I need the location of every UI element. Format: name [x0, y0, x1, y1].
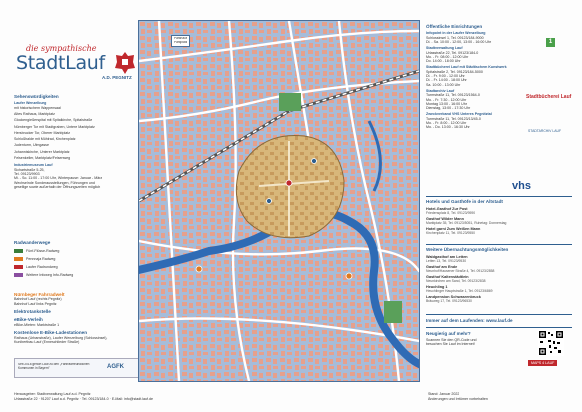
bike-line: Bahnhof Lauf links Pegnitz [14, 301, 57, 306]
charging-line: Rathaus (Urbanstraße), Laufer Wenzelburg (Schlossinsel), [14, 335, 108, 340]
lodging-address: Neunhof/Hausener Straße 4, Tel. 09123/2858 [426, 269, 495, 274]
sight-item: Schloßhalde mit Mühlrad, Kirchenplatz [14, 137, 76, 142]
agfk-logo: AGFK [107, 364, 124, 370]
facility-name: Infopoint in der Laufer Wenzelburg [426, 31, 486, 36]
hotel-address: Marktplatz 35, Tel. 09123/5051, Ruhetag: Donnerstag [426, 221, 507, 226]
sight-item: Felsenkeller, Marktplatz/Felsenweg [14, 156, 71, 161]
facility-line: Schlossinsel 1, Tel. 09123/184-9000 [426, 35, 484, 40]
sight-item: Johanniskirche, Unterer Marktplatz [14, 149, 70, 154]
facility-line: Mo. - Fr. 08:00 - 12:00 Uhr [426, 54, 469, 59]
hotels-title: Hotels und Gasthöfe in der Altstadt [426, 199, 503, 204]
bike-title: Nürnbeger Fahrradwelt [14, 292, 65, 297]
lodging-name: Gasthof am Ende [426, 265, 458, 269]
hotel-item [426, 217, 506, 225]
logo-tagline: die sympathische [26, 44, 97, 53]
lodging-name: Landpension Schwarzenbruck [426, 295, 481, 299]
qr-line: besuchen Sie Lauf im Internet! [426, 342, 475, 346]
logo-name: StadtLauf [16, 52, 105, 74]
charging-stations-title: Kostenlose E-Bike-Ladestationen [14, 330, 88, 336]
vhs-logo: vhs [512, 180, 531, 192]
park-area [384, 301, 402, 323]
hotel-name: Hotel-Gasthof Zur Post [426, 207, 468, 211]
route-label: Fünf-Flüsse-Radweg [26, 249, 60, 253]
facility-line: Montag 13:00 - 16:00 Uhr [426, 101, 467, 106]
sight-item: Nürnberger Tor mit Stadtgraben, Untere Marktplatz [14, 124, 95, 129]
qr-code-icon[interactable] [538, 330, 564, 356]
sight-item: Altes Rathaus, Marktplatz [14, 112, 55, 116]
museum-line: gesellige sowie außerhalb der Öffnungszeiten möglich [14, 184, 101, 189]
map-area[interactable] [138, 20, 420, 382]
lodging-item [426, 265, 494, 273]
marker-icon [267, 199, 272, 204]
lodging-item [426, 295, 481, 303]
park-area [279, 93, 301, 111]
qr-line: Scannen Sie den QR-Code und [426, 338, 477, 342]
marker-icon [346, 273, 352, 279]
facility-line: Turmstraße 11, Tel. 09123/13/45-0 [426, 116, 481, 121]
lodging-address: Neunkirchen am Sand, Tel. 09123/2838 [426, 279, 486, 284]
bike-line: Bahnhof Lauf (rechts Pegnitz) [14, 297, 62, 302]
ebike-title: eBike-Verleih [14, 317, 43, 323]
sights-title: Sehenswürdigkeiten [14, 94, 59, 99]
footer-note: Änderungen und Irrtümer vorbehalten [428, 397, 488, 401]
route-swatch [14, 273, 23, 277]
museum-title: Industriemuseum Lauf [14, 163, 53, 168]
routes-title: Radwanderwege [14, 240, 51, 245]
hotel-address: Kirchenplatz 11, Tel. 09123/9550 [426, 231, 476, 236]
lodging-item [426, 255, 468, 263]
ebike-line: eBike-Mieten: Marktstraße 1 [14, 322, 60, 327]
routes-legend [14, 240, 138, 286]
logo-sub: A.D. PEGNITZ [102, 75, 132, 80]
bike-section [14, 292, 138, 344]
museum-line: Mi. - So. 11:00 - 17:00 Uhr, Winterpause: Januar - März [14, 176, 103, 181]
footer-date: Stand: Januar 2022 [428, 392, 460, 396]
hotel-name: Hotel garni Zum Weißen Mann [426, 227, 481, 231]
map-canvas [139, 21, 419, 381]
city-logo [14, 40, 138, 88]
lodging-address: Heuchlinger Hauptstraße 1, Tel. 09123/6869 [426, 289, 493, 294]
qr-title: Neugierig auf mehr? [426, 331, 471, 336]
charging-line: Kunibertbau Lauf (Enneschlieder Straße) [14, 339, 80, 344]
lodging-name: Heuchling 1 [426, 285, 448, 289]
sight-item: Laufer Wenzelburg [14, 101, 47, 106]
facility-line: Urlasstraße 22, Tel. 09123/184-0 [426, 50, 479, 55]
facility-name: Stadtarchiv Lauf [426, 88, 455, 93]
lodging-title: Weitere Übernachtungsmöglichkeiten [426, 247, 509, 252]
lodging-address: Letten 13, Tel. 09123/9530 [426, 259, 467, 264]
route-label: Laufer Radrundweg [26, 265, 58, 269]
facility-name: Stadtbücherei Lauf mit Städtischem Kunstwerk [426, 65, 507, 70]
bike-friendly-box [14, 358, 140, 378]
facility-line: Di. - Sa. 10:00 - 12:00, 13:00 - 16:00 Uhr [426, 40, 492, 44]
route-label: Pennnaja Radweg [26, 257, 56, 261]
facilities-section [426, 24, 526, 130]
map-label: Parkplatz [174, 40, 188, 44]
museum-line: Wechselnde Sonderausstellungen, Führungen und [14, 180, 95, 185]
right-panel [426, 24, 572, 384]
facility-line: Spitalstraße 2, Tel. 09123/184-5000 [426, 69, 483, 74]
facility-line: Turmstraße 11, Tel. 09123/1564-0 [426, 93, 480, 98]
facility-name: Zweckverband VHS Unteres Pegnitztal [426, 112, 492, 117]
lodging-address: Bräuweg 17, Tel. 09123/96530 [426, 299, 472, 304]
footer-publisher: Herausgeber: Stadtverwaltung Lauf a.d. Pegnitz [14, 392, 91, 396]
route-swatch [14, 249, 23, 253]
museum-line: Sichartstraße 5-25, [14, 167, 45, 172]
hotel-item [426, 227, 480, 235]
sight-item: Judenturm, Ulmgasse [14, 143, 49, 148]
route-swatch [14, 257, 23, 261]
website-link[interactable]: Immer auf dem Laufenden: www.lauf.de [426, 318, 513, 323]
sight-item: mit historischem Wappensaal [14, 105, 61, 110]
route-swatch [14, 265, 23, 269]
lodging-name: Waldgasthof am Letten [426, 255, 468, 259]
facility-line: Di. - Fr. 9:00 - 12:00 Uhr [426, 74, 465, 79]
hotel-item [426, 207, 475, 215]
lodging-item [426, 275, 486, 283]
charging-title: Elektrotankstelle [14, 309, 51, 314]
facility-line: Sa. 10:00 - 13:00 Uhr [426, 82, 461, 87]
marker-icon [312, 159, 317, 164]
sight-item: Glockengießerspital mit Spitalkirche, Spitalstraße [14, 118, 93, 123]
marker-icon [196, 266, 202, 272]
marker-icon [286, 180, 292, 186]
page-badge: 1 [546, 38, 555, 47]
map-label: Parkhaus [174, 37, 188, 40]
lodging-name: Gasthof Kaltenstädtlein [426, 275, 469, 279]
sights-section [14, 94, 138, 189]
archive-logo: STADTARCHIV LAUF [528, 129, 562, 133]
footer-address: Urlasstraße 22 · 91207 Lauf a.d. Pegnitz · Tel. 09123/184-0 · E-Mail: info@stadt.lauf.de [14, 397, 154, 401]
bike-friendly-text: Seit 2018 gehört Lauf zu den „Fahrradfreundlichen Kommunen in Bayern" [18, 363, 90, 370]
route-label: Weitere Infoweg Info-Radweg [26, 273, 74, 277]
hotel-name: Gasthof Wilder Mann [426, 217, 464, 221]
museum-line: Tel. 09123/9903 [14, 171, 40, 176]
facility-name: Stadtverwaltung Lauf [426, 46, 463, 51]
facility-line: Mo. - Fr. 8:00 - 12:00 Uhr [426, 121, 467, 126]
coat-of-arms-icon [114, 50, 136, 76]
facility-line: Mo. - Do. 13:00 - 16:30 Uhr [426, 125, 470, 130]
facilities-title: Öffentliche Einrichtungen [426, 24, 483, 29]
facility-line: Dienstag, 13:00 - 17:30 Uhr [426, 106, 471, 111]
hotel-address: Friedensplatz 8, Tel. 09123/9590 [426, 211, 476, 216]
facility-line: Do. 14:00 - 18:00 Uhr [426, 59, 461, 64]
left-panel [14, 40, 138, 380]
map-label-box [171, 35, 190, 47]
maps-badge: MAPS 4 LAUF [528, 360, 557, 366]
sight-item: Hersbrucker Tor, Oberer Marktplatz [14, 130, 71, 135]
lodging-item [426, 285, 492, 293]
library-logo: Stadtbücherei Lauf [526, 94, 572, 100]
facility-line: Di. - Fr. 14:00 - 18:00 Uhr [426, 78, 467, 83]
facility-line: Mo. - Fr. 7:30 - 12:00 Uhr [426, 97, 467, 102]
